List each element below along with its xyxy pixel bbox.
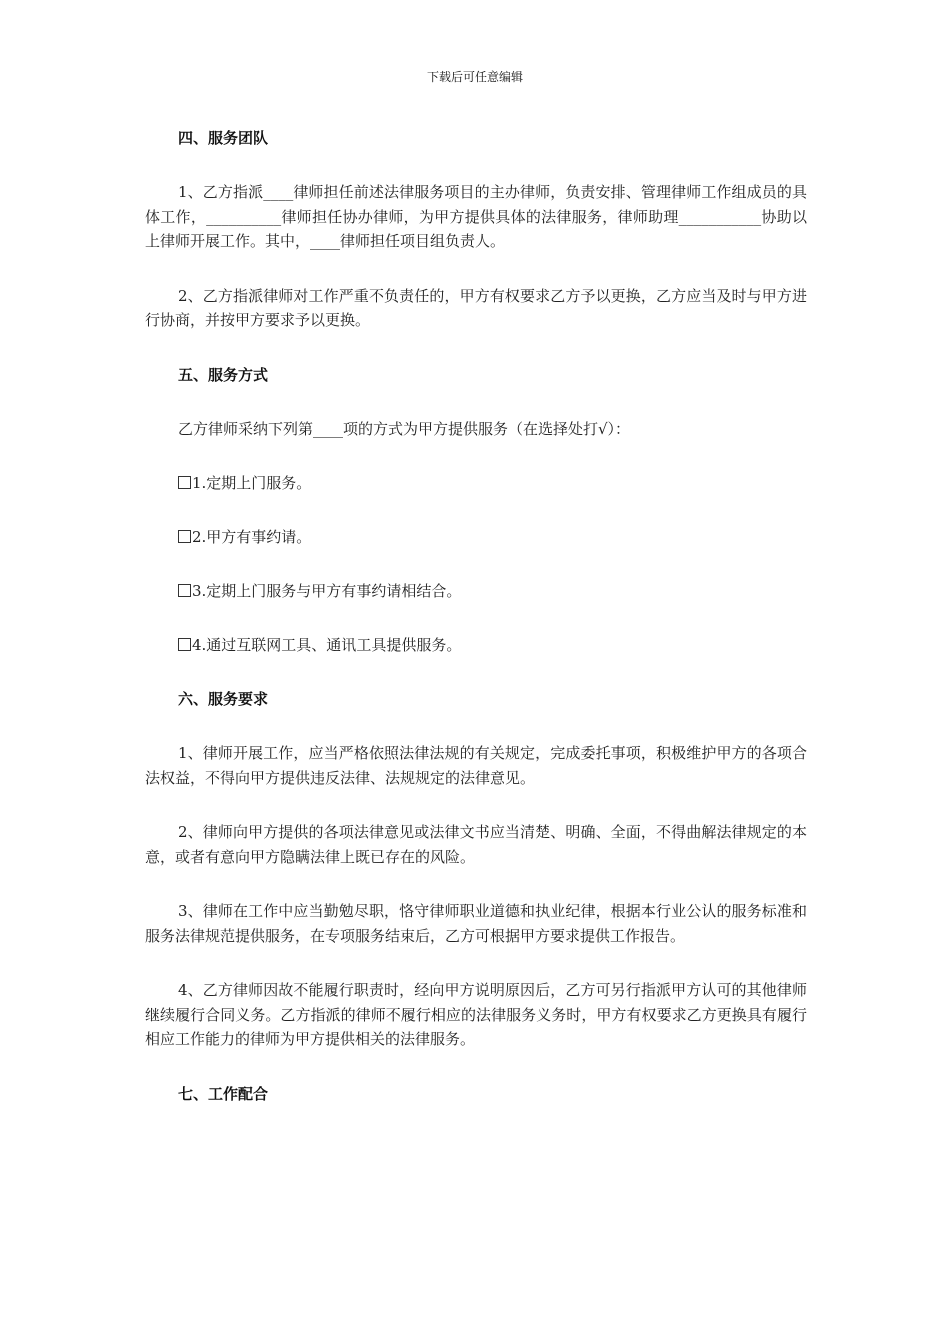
checkbox-icon[interactable] <box>178 638 191 651</box>
paragraph-team-assignment: 1、乙方指派____律师担任前述法律服务项目的主办律师，负责安排、管理律师工作组成员的具体工作，__________律师担任协办律师，为甲方提供具体的法律服务，律师助理___________协助以上律师开展工作。其中，____律师担任项目组负责人。 <box>145 183 807 250</box>
section-heading-service-team: 四、服务团队 <box>178 129 269 147</box>
checkbox-icon[interactable] <box>178 476 191 489</box>
paragraph-requirement-4: 4、乙方律师因故不能履行职责时，经向甲方说明原因后，乙方可另行指派甲方认可的其他律师继续履行合同义务。乙方指派的律师不履行相应的法律服务义务时，甲方有权要求乙方更换具有履行相应工作能力的律师为甲方提供相关的法律服务。 <box>145 981 807 1048</box>
header-note: 下载后可任意编辑 <box>426 70 523 84</box>
section-heading-service-requirements: 六、服务要求 <box>178 690 269 708</box>
checkbox-icon[interactable] <box>178 584 191 597</box>
paragraph-requirement-1: 1、律师开展工作，应当严格依照法律法规的有关规定，完成委托事项，积极维护甲方的各项合法权益，不得向甲方提供违反法律、法规规定的法律意见。 <box>145 744 807 787</box>
section-heading-work-cooperation: 七、工作配合 <box>178 1084 269 1103</box>
option-item <box>145 579 807 603</box>
option-item <box>145 525 807 549</box>
option-item <box>145 471 807 495</box>
paragraph-requirement-2: 2、律师向甲方提供的各项法律意见或法律文书应当清楚、明确、全面，不得曲解法律规定的本意，或者有意向甲方隐瞒法律上既已存在的风险。 <box>145 823 807 866</box>
section-heading-service-method: 五、服务方式 <box>178 365 269 384</box>
option-label: 2.甲方有事约请。 <box>192 528 312 546</box>
option-label: 3.定期上门服务与甲方有事约请相结合。 <box>192 582 462 600</box>
paragraph-team-replacement: 2、乙方指派律师对工作严重不负责任的，甲方有权要求乙方予以更换，乙方应当及时与甲方进行协商，并按甲方要求予以更换。 <box>145 286 807 329</box>
checkbox-icon[interactable] <box>178 530 191 543</box>
paragraph-method-intro: 乙方律师采纳下列第____项的方式为甲方提供服务（在选择处打√）： <box>178 419 631 438</box>
document-body <box>145 126 807 1136</box>
option-label: 4.通过互联网工具、通讯工具提供服务。 <box>192 636 462 654</box>
option-label: 1.定期上门服务。 <box>192 474 312 492</box>
option-item <box>145 633 807 657</box>
paragraph-requirement-3: 3、律师在工作中应当勤勉尽职，恪守律师职业道德和执业纪律，根据本行业公认的服务标准和服务法律规范提供服务，在专项服务结束后，乙方可根据甲方要求提供工作报告。 <box>145 902 807 945</box>
